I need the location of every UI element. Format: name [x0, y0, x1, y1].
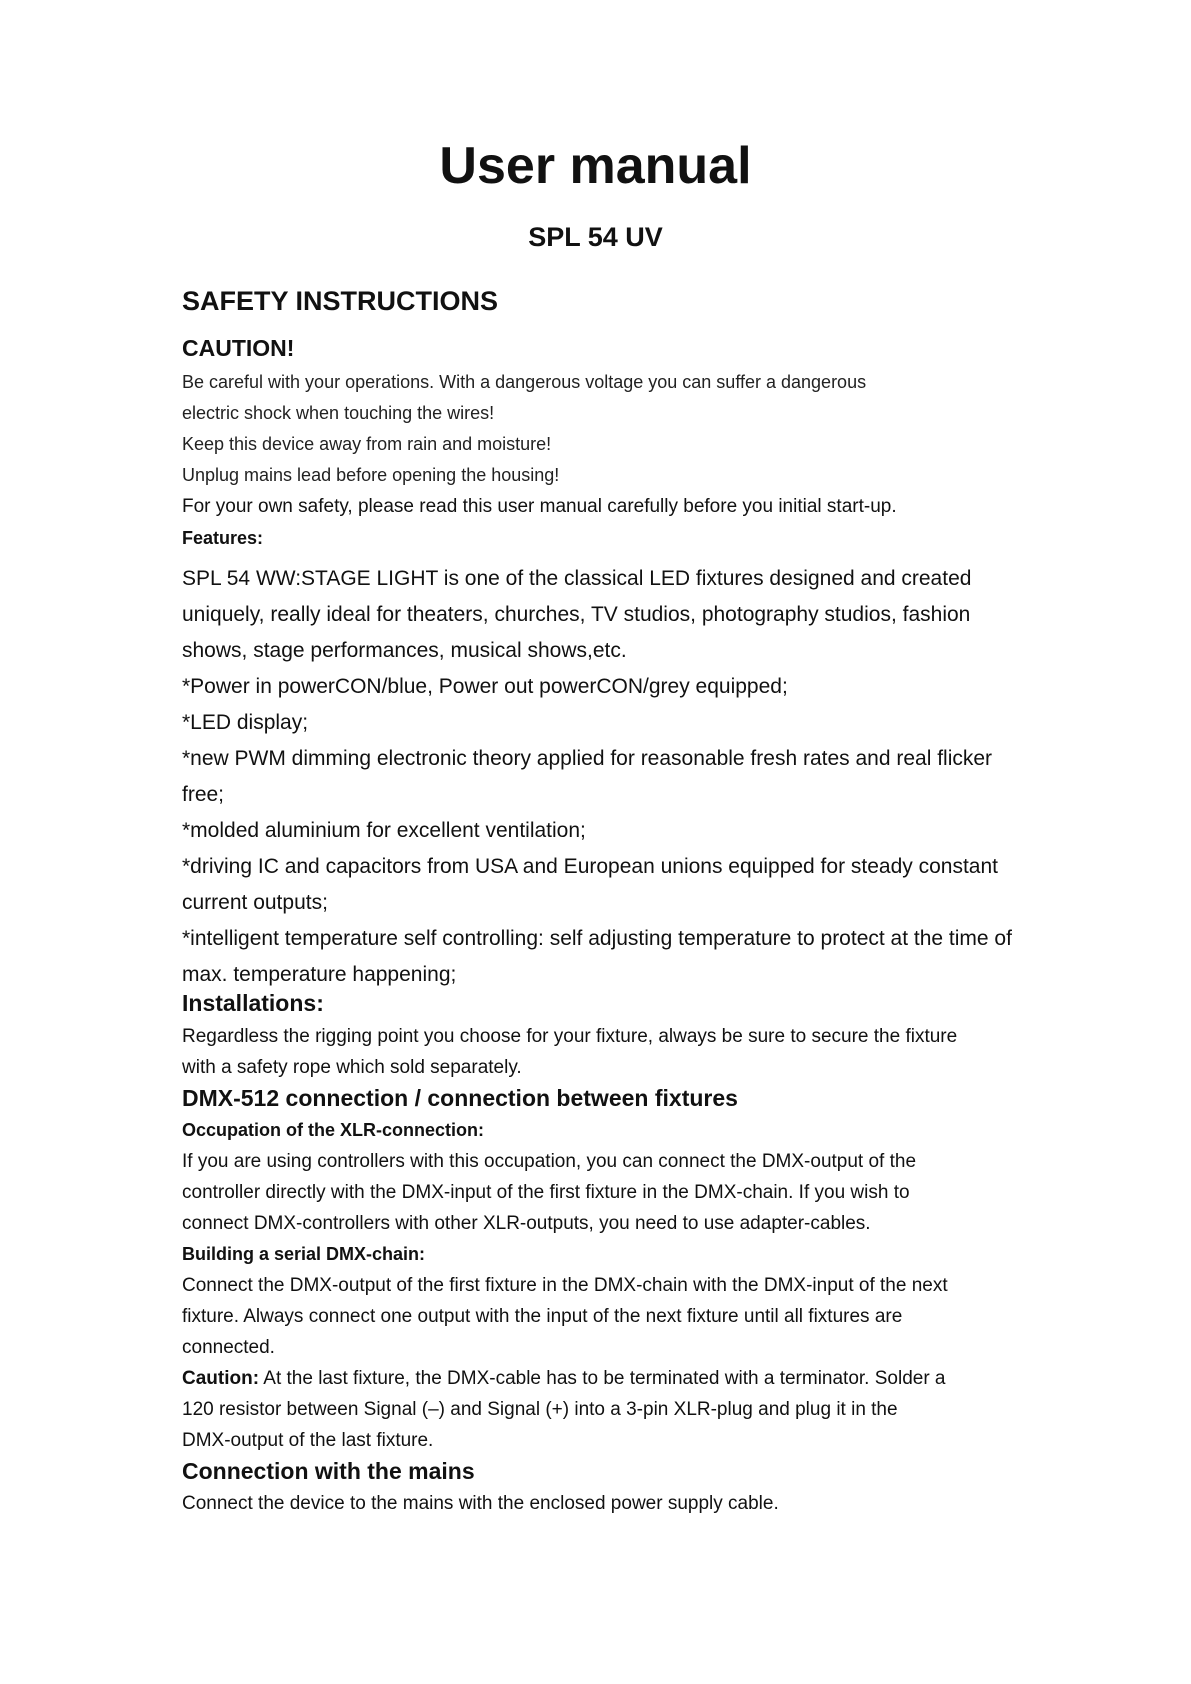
product-subtitle: SPL 54 UV	[528, 222, 663, 252]
installations-line: Regardless the rigging point you choose for your fixture, always be sure to secure the fixture	[182, 1026, 958, 1047]
caution-text: At the last fixture, the DMX-cable has to be terminated with a terminator. Solder a	[259, 1368, 946, 1389]
caution-label: Caution:	[182, 1368, 260, 1389]
feature-line: max. temperature happening;	[182, 963, 457, 986]
feature-line: SPL 54 WW:STAGE LIGHT is one of the classical LED fixtures designed and created	[182, 567, 972, 590]
caution-heading: CAUTION!	[182, 335, 295, 361]
installations-heading: Installations:	[182, 990, 324, 1016]
chain-line: connected.	[182, 1337, 275, 1358]
xlr-line: If you are using controllers with this occupation, you can connect the DMX-output of the	[182, 1151, 917, 1172]
dmx-heading: DMX-512 connection / connection between fixtures	[182, 1085, 738, 1111]
chain-line: fixture. Always connect one output with the input of the next fixture until all fixtures are	[182, 1306, 903, 1327]
feature-line: uniquely, really ideal for theaters, churches, TV studios, photography studios, fashion	[182, 603, 971, 626]
caution-line: DMX-output of the last fixture.	[182, 1430, 434, 1451]
feature-line: *molded aluminium for excellent ventilation;	[182, 819, 586, 842]
feature-line: free;	[182, 783, 225, 806]
xlr-line: controller directly with the DMX-input of the first fixture in the DMX-chain. If you wish to	[182, 1182, 910, 1203]
features-heading: Features:	[182, 528, 264, 548]
safety-line: electric shock when touching the wires!	[182, 403, 495, 423]
feature-line: current outputs;	[182, 891, 328, 914]
installations-line: with a safety rope which sold separately.	[182, 1057, 522, 1078]
mains-heading: Connection with the mains	[182, 1458, 475, 1484]
feature-line: *LED display;	[182, 711, 309, 734]
xlr-subheading: Occupation of the XLR-connection:	[182, 1120, 484, 1140]
chain-subheading: Building a serial DMX-chain:	[182, 1244, 426, 1264]
mains-line: Connect the device to the mains with the enclosed power supply cable.	[182, 1493, 779, 1514]
safety-line: Be careful with your operations. With a dangerous voltage you can suffer a dangerous	[182, 372, 867, 392]
feature-line: *intelligent temperature self controlling: self adjusting temperature to protect at the time of	[182, 927, 1012, 950]
read-manual-line: For your own safety, please read this user manual carefully before you initial start-up.	[182, 496, 897, 517]
safety-line: Unplug mains lead before opening the housing!	[182, 465, 560, 485]
safety-heading: SAFETY INSTRUCTIONS	[182, 286, 499, 316]
caution-line: 120 resistor between Signal (–) and Signal (+) into a 3-pin XLR-plug and plug it in the	[182, 1399, 898, 1420]
feature-line: shows, stage performances, musical shows,etc.	[182, 639, 627, 662]
feature-line: *new PWM dimming electronic theory applied for reasonable fresh rates and real flicker	[182, 747, 993, 770]
feature-line: *Power in powerCON/blue, Power out powerCON/grey equipped;	[182, 675, 788, 698]
caution-paragraph-first-line	[182, 1369, 946, 1388]
page-title: User manual	[439, 137, 752, 195]
safety-line: Keep this device away from rain and moisture!	[182, 434, 552, 454]
feature-line: *driving IC and capacitors from USA and European unions equipped for steady constant	[182, 855, 998, 878]
xlr-line: connect DMX-controllers with other XLR-outputs, you need to use adapter-cables.	[182, 1213, 871, 1234]
chain-line: Connect the DMX-output of the first fixture in the DMX-chain with the DMX-input of the next	[182, 1275, 948, 1296]
